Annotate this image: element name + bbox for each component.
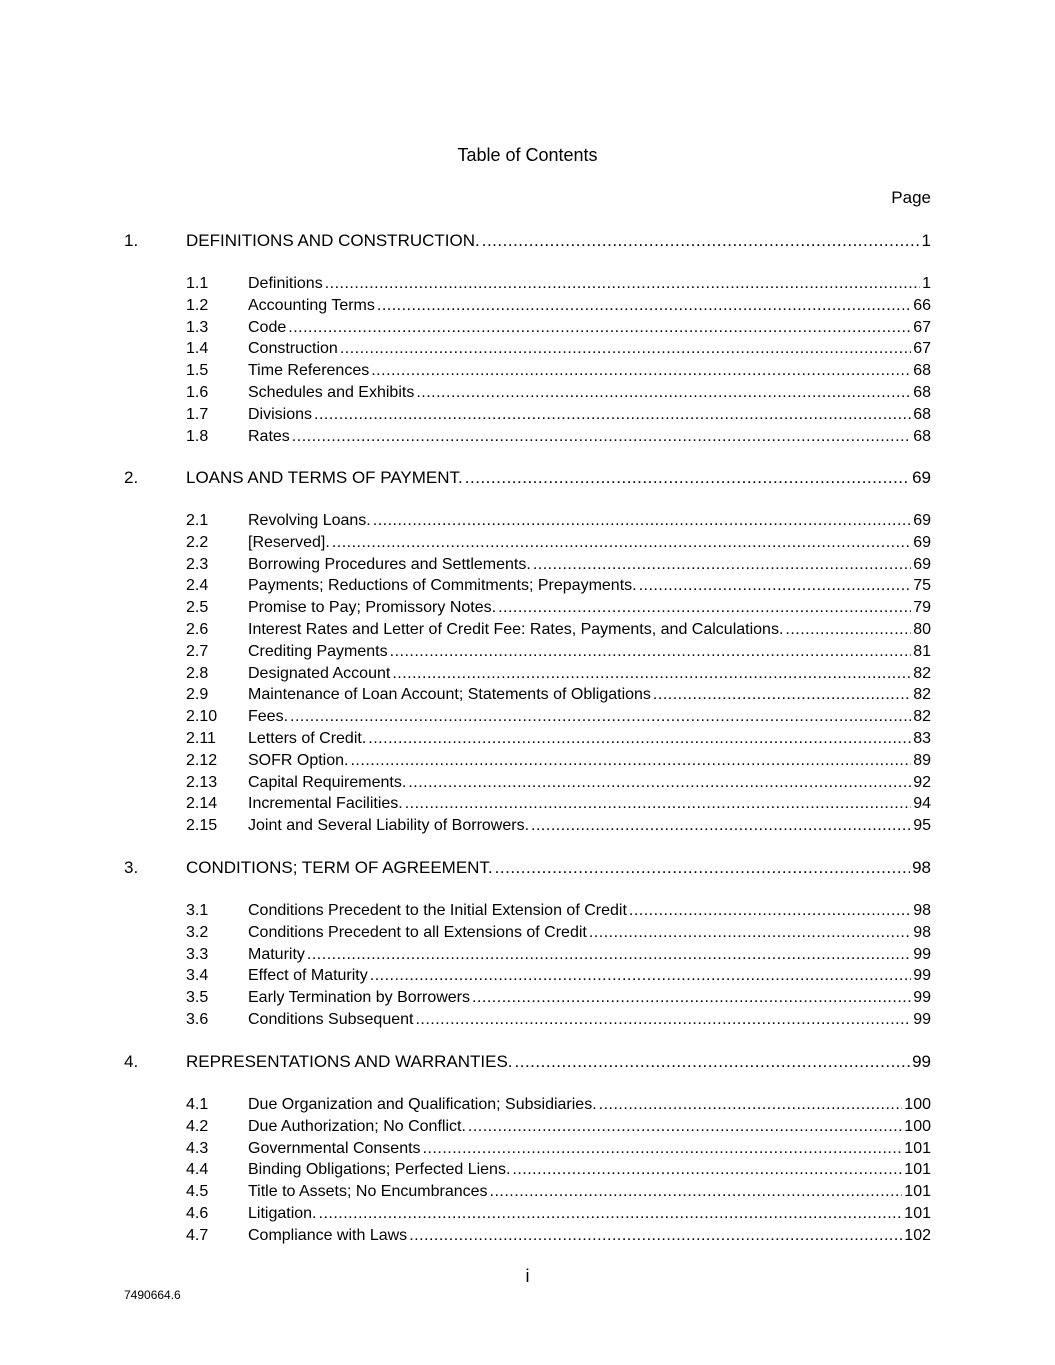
toc-entry-page: 69 [913,556,931,573]
toc-entry-number: 1.4 [186,340,209,357]
toc-entry-page: 101 [904,1205,931,1222]
dot-leader [314,404,911,426]
toc-entry-label: Due Organization and Qualification; Subsidiaries. [248,1096,597,1113]
toc-entry-label: Conditions Precedent to all Extensions of Credit [248,924,587,941]
toc-entry-number: 4.6 [186,1205,209,1222]
dot-leader [531,815,911,837]
toc-entry-label: Conditions Precedent to the Initial Extension of Credit [248,902,627,919]
toc-entry-label: Due Authorization; No Conflict. [248,1118,466,1135]
page-number: i [525,1266,530,1286]
toc-subsection-entry[interactable] [124,1116,931,1138]
toc-entry-number: 3.6 [186,1011,209,1028]
dot-leader [515,1051,911,1073]
toc-subsection-entry[interactable] [124,965,931,987]
dot-leader [350,750,911,772]
toc-subsection-entry[interactable] [124,815,931,837]
toc-entry-label: Maturity [248,946,305,963]
dot-leader [390,641,912,663]
toc-entry-page: 82 [913,665,931,682]
dot-leader [472,987,911,1009]
toc-subsection-entry[interactable] [124,360,931,382]
toc-entry-page: 68 [913,428,931,445]
toc-entry-label: Construction [248,340,338,357]
toc-entry-label: Joint and Several Liability of Borrowers. [248,817,530,834]
toc-subsection-entry[interactable] [124,772,931,794]
toc-entry-page: 67 [913,340,931,357]
toc-entry-page: 98 [912,858,931,877]
toc-entry-label: Early Termination by Borrowers [248,989,471,1006]
dot-leader [319,1203,903,1225]
toc-entry-label: Designated Account [248,665,391,682]
toc-entry-number: 4.1 [186,1096,209,1113]
toc-subsection-entry[interactable] [124,404,931,426]
toc-subsection-entry[interactable] [124,922,931,944]
toc-entry-page: 80 [913,621,931,638]
toc-entry-page: 98 [913,902,931,919]
toc-entry-number: 1.5 [186,362,209,379]
toc-entry-number: 2.5 [186,599,209,616]
toc-entry-page: 89 [913,752,931,769]
toc-entry-label: Borrowing Procedures and Settlements. [248,556,531,573]
toc-entry-page: 100 [904,1118,931,1135]
dot-leader [290,706,911,728]
toc-entry-page: 101 [904,1183,931,1200]
toc-subsection-entry[interactable] [124,684,931,706]
dot-leader [292,426,911,448]
toc-entry-label: [Reserved]. [248,534,330,551]
toc-section-entry[interactable] [124,467,931,489]
toc-entry-label: CONDITIONS; TERM OF AGREEMENT. [186,858,493,877]
toc-entry-number: 2.4 [186,577,209,594]
toc-entry-number: 4.3 [186,1140,209,1157]
toc-subsection-entry[interactable] [124,338,931,360]
toc-entry-page: 68 [913,384,931,401]
toc-entry-label: Effect of Maturity [248,967,368,984]
toc-entry-label: Crediting Payments [248,643,388,660]
toc-entry-number: 4.7 [186,1227,209,1244]
toc-entry-page: 79 [913,599,931,616]
toc-entry-label: Accounting Terms [248,297,375,314]
toc-entry-number: 1.6 [186,384,209,401]
dot-leader [465,467,910,489]
toc-section-entry[interactable] [124,1051,931,1073]
dot-leader [416,382,911,404]
dot-leader [370,965,911,987]
toc-subsection-entry[interactable] [124,750,931,772]
dot-leader [785,619,911,641]
toc-subsection-entry[interactable] [124,944,931,966]
toc-subsection-entry[interactable] [124,532,931,554]
toc-entry-label: Litigation. [248,1205,317,1222]
toc-entry-label: Capital Requirements. [248,774,407,791]
page-column-header: Page [891,188,931,207]
toc-entry-number: 2.11 [186,730,216,747]
toc-entry-number: 2.6 [186,621,209,638]
toc-entry-page: 66 [913,297,931,314]
toc-section-entry[interactable] [124,230,931,252]
dot-leader [368,728,911,750]
toc-entry-number: 2.7 [186,643,209,660]
toc-subsection-entry[interactable] [124,273,931,295]
toc-subsection-entry[interactable] [124,728,931,750]
dot-leader [512,1159,902,1181]
toc-subsection-entry[interactable] [124,317,931,339]
toc-entry-page: 99 [913,946,931,963]
toc-entry-number: 4. [124,1052,139,1071]
toc-entry-label: Code [248,319,287,336]
dot-leader [288,317,911,339]
toc-entry-page: 68 [913,362,931,379]
toc-subsection-entry[interactable] [124,575,931,597]
toc-entry-page: 99 [912,1052,931,1071]
toc-entry-label: Letters of Credit. [248,730,367,747]
toc-entry-label: Maintenance of Loan Account; Statements of Obligations [248,686,651,703]
toc-subsection-entry[interactable] [124,1009,931,1031]
toc-entry-page: 67 [913,319,931,336]
toc-entry-number: 2. [124,468,139,487]
toc-entry-number: 2.13 [186,774,218,791]
dot-leader [409,1225,902,1247]
toc-entry-number: 2.12 [186,752,218,769]
toc-entry-label: Payments; Reductions of Commitments; Prepayments. [248,577,637,594]
dot-leader [639,575,912,597]
toc-entry-number: 3.1 [186,902,209,919]
toc-entry-page: 1 [921,231,931,250]
toc-entry-label: REPRESENTATIONS AND WARRANTIES. [186,1052,513,1071]
toc-section-entry[interactable] [124,857,931,879]
toc-entry-label: Time References [248,362,370,379]
dot-leader [325,273,920,295]
dot-leader [373,510,911,532]
dot-leader [653,684,911,706]
toc-entry-label: Definitions [248,275,323,292]
toc-subsection-entry[interactable] [124,510,931,532]
toc-entry-label: Fees. [248,708,289,725]
toc-entry-label: Rates [248,428,290,445]
toc-entry-number: 3.2 [186,924,209,941]
toc-entry-page: 99 [913,989,931,1006]
toc-entry-label: Compliance with Laws [248,1227,408,1244]
toc-entry-page: 1 [922,275,931,292]
dot-leader [392,663,911,685]
toc-entry-number: 2.10 [186,708,218,725]
toc-entry-label: Promise to Pay; Promissory Notes. [248,599,497,616]
toc-subsection-entry[interactable] [124,793,931,815]
dot-leader [371,360,911,382]
toc-entry-number: 2.3 [186,556,209,573]
toc-subsection-entry[interactable] [124,619,931,641]
toc-entry-number: 3.5 [186,989,209,1006]
toc-subsection-entry[interactable] [124,1225,931,1247]
toc-entry-number: 2.1 [186,512,209,529]
dot-leader [405,793,911,815]
toc-entry-number: 2.8 [186,665,209,682]
toc-entry-label: Incremental Facilities. [248,795,403,812]
toc-subsection-entry[interactable] [124,1138,931,1160]
toc-entry-number: 4.4 [186,1161,209,1178]
toc-subsection-entry[interactable] [124,706,931,728]
toc-entry-number: 4.5 [186,1183,209,1200]
toc-subsection-entry[interactable] [124,1159,931,1181]
toc-entry-page: 83 [913,730,931,747]
dot-leader [498,597,911,619]
toc-entry-page: 68 [913,406,931,423]
dot-leader [307,944,911,966]
toc-subsection-entry[interactable] [124,1181,931,1203]
toc-title: Table of Contents [457,145,598,165]
toc-entry-label: SOFR Option. [248,752,349,769]
toc-entry-number: 4.2 [186,1118,209,1135]
dot-leader [340,338,911,360]
toc-entry-label: Governmental Consents [248,1140,421,1157]
toc-entry-page: 94 [913,795,931,812]
toc-entry-number: 1.8 [186,428,209,445]
toc-subsection-entry[interactable] [124,1203,931,1225]
toc-entry-page: 75 [913,577,931,594]
toc-entry-page: 99 [913,967,931,984]
toc-subsection-entry[interactable] [124,554,931,576]
toc-entry-page: 95 [913,817,931,834]
toc-entry-number: 2.15 [186,817,218,834]
toc-entry-number: 3. [124,858,139,877]
toc-entry-page: 98 [913,924,931,941]
toc-entry-number: 1.7 [186,406,209,423]
dot-leader [408,772,911,794]
toc-entry-label: Conditions Subsequent [248,1011,414,1028]
toc-entry-number: 2.2 [186,534,209,551]
toc-subsection-entry[interactable] [124,1094,931,1116]
toc-subsection-entry[interactable] [124,295,931,317]
toc-entry-number: 3.3 [186,946,209,963]
dot-leader [629,900,911,922]
dot-leader [482,230,920,252]
toc-entry-label: Schedules and Exhibits [248,384,415,401]
toc-entry-page: 81 [913,643,931,660]
toc-entry-label: DEFINITIONS AND CONSTRUCTION. [186,231,480,250]
toc-entry-page: 92 [913,774,931,791]
toc-entry-label: Revolving Loans. [248,512,371,529]
dot-leader [495,857,910,879]
toc-entry-number: 2.14 [186,795,218,812]
toc-entry-page: 100 [904,1096,931,1113]
toc-entry-label: Title to Assets; No Encumbrances [248,1183,488,1200]
toc-entry-page: 82 [913,708,931,725]
toc-entry-number: 1.3 [186,319,209,336]
toc-subsection-entry[interactable] [124,426,931,448]
dot-leader [423,1138,903,1160]
toc-entry-page: 69 [913,534,931,551]
toc-entry-page: 99 [913,1011,931,1028]
dot-leader [468,1116,902,1138]
toc-subsection-entry[interactable] [124,663,931,685]
dot-leader [599,1094,903,1116]
dot-leader [589,922,911,944]
toc-entry-number: 1.2 [186,297,209,314]
toc-subsection-entry[interactable] [124,987,931,1009]
dot-leader [533,554,911,576]
dot-leader [332,532,911,554]
toc-entry-page: 101 [904,1140,931,1157]
dot-leader [490,1181,903,1203]
toc-entry-page: 82 [913,686,931,703]
toc-entry-number: 3.4 [186,967,209,984]
toc-entry-page: 101 [904,1161,931,1178]
dot-leader [377,295,911,317]
toc-subsection-entry[interactable] [124,641,931,663]
toc-entry-page: 69 [912,468,931,487]
toc-entry-page: 69 [913,512,931,529]
toc-entry-label: Binding Obligations; Perfected Liens. [248,1161,511,1178]
toc-subsection-entry[interactable] [124,382,931,404]
document-id: 7490664.6 [124,1288,181,1302]
toc-entry-number: 2.9 [186,686,209,703]
toc-entry-label: LOANS AND TERMS OF PAYMENT. [186,468,463,487]
toc-entry-page: 102 [904,1227,931,1244]
toc-entry-number: 1.1 [186,275,209,292]
toc-entry-label: Divisions [248,406,313,423]
toc-entry-number: 1. [124,231,139,250]
dot-leader [415,1009,911,1031]
toc-subsection-entry[interactable] [124,597,931,619]
toc-entry-label: Interest Rates and Letter of Credit Fee: Rates, Payments, and Calculations. [248,621,784,638]
toc-subsection-entry[interactable] [124,900,931,922]
